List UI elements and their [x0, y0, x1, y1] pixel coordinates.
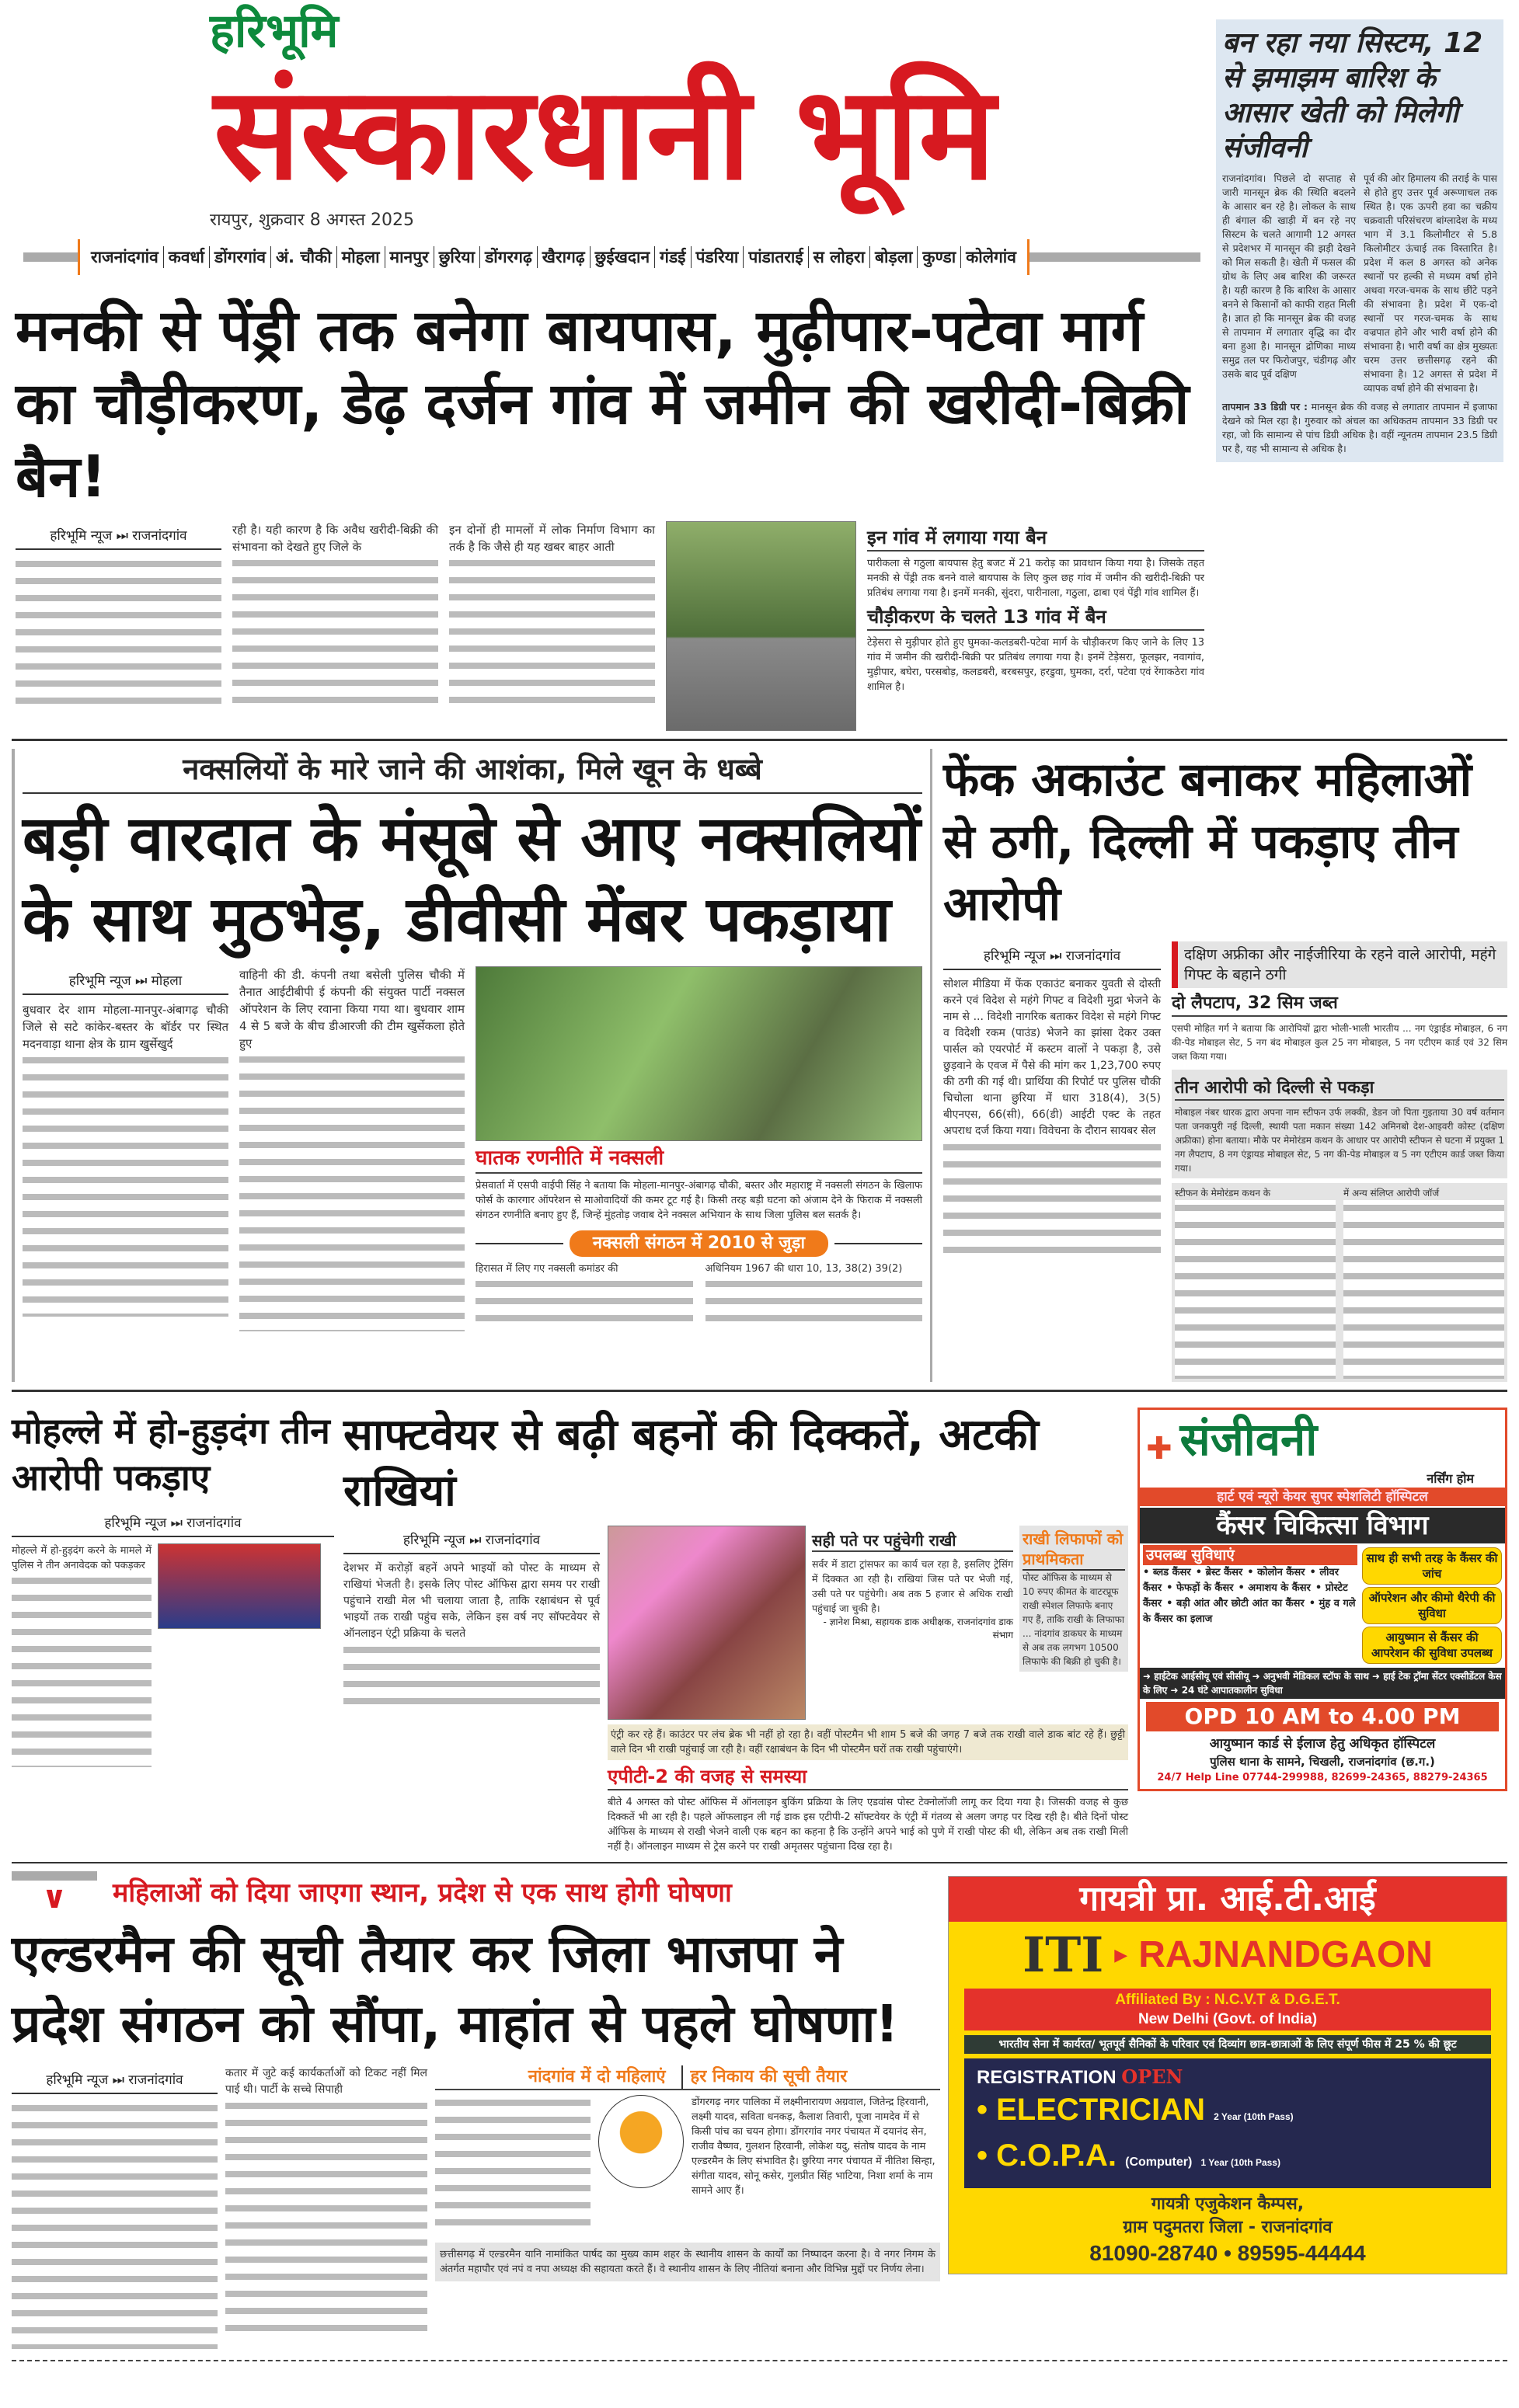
ad-dept: कैंसर चिकित्सा विभाग: [1140, 1508, 1505, 1543]
feature-item: हाईटेक आईसीयू एवं सीसीयू: [1154, 1670, 1249, 1682]
mohalla-story: [12, 1408, 334, 1767]
helpline-label: 24/7 Help Line: [1157, 1771, 1239, 1783]
box-text: एंट्री कर रहे हैं। काउंटर पर लंच ब्रेक भी नहीं हो रहा है। वहीं पोस्टमैन भी शाम 5 बजे की जगह 7 बजे तक राखी वाले डाक बांट रहे हैं। छुट्टी वाले दिन भी राखी पहुंचाई जा रही है। वहीं रक्षाबंधन के दिन भी पोस्टमैन घरों तक राखी पहुंचाएंगे।: [611, 1729, 1125, 1756]
edition-date: रायपुर, शुक्रवार 8 अगस्त 2025: [210, 211, 414, 230]
city-link[interactable]: मानपुर: [385, 246, 434, 268]
facility-item: कोलोन कैंसर: [1257, 1566, 1305, 1578]
text-lines: [225, 2098, 427, 2331]
byline: हरिभूमि न्यूज ⏭ राजनांदगांव: [12, 2065, 218, 2094]
campus-address: ग्राम पदुमतरा जिला - राजनांदगांव: [1123, 2218, 1333, 2238]
fake-col1-text: सोशल मीडिया में फेंक एकाउंट बनाकर युवती से दोस्ती करने एवं विदेश से महंगे गिफ्ट व विदेशी मुद्रा भेजने के नाम से ... विदेशी नागरिक बताकर विदेश से महंगे गिफ्ट व विदेशी रकम (पाउंड) भेजने का झांसा देकर उक्त पार्सल को एयरपोर्ट में कस्टम वालों ने पकड़ा है, उसे छुड़वाने के एवज में पैसे की मांग कर 1,23,700 रुपए की ठगी की गई थी। प्रार्थिया की रिपोर्ट पर पुलिस चौकी चिचोला थाना छुरिया में धारा 318(4), 3(5) बीएनएस, 66(सी), 66(डी) आईटी एक्ट के तहत अपराध दर्ज किया गया। विवेचना के दौरान सायबर सेल: [943, 978, 1161, 1137]
naxal-headline: बड़ी वारदात के मंसूबे से आए नक्सलियों के साथ मुठभेड़, डीवीसी मेंबर पकड़ाया: [23, 802, 921, 955]
course-electrician: ELECTRICIAN: [996, 2093, 1206, 2128]
rakhi-col1: [343, 1526, 600, 1712]
alderman-col1: [12, 2065, 218, 2349]
text-lines: [23, 1053, 228, 1317]
text-lines: [232, 555, 438, 703]
row-b: [0, 749, 1519, 1382]
city-link[interactable]: मोहला: [336, 246, 385, 268]
subhead: तीन आरोपी को दिल्ली से पकड़ा: [1175, 1077, 1504, 1101]
city-link[interactable]: गंडई: [654, 246, 690, 268]
course-duration: 1 Year (10th Pass): [1200, 2157, 1280, 2169]
iti-logo: ITI: [1023, 1926, 1104, 1984]
divider: [834, 1243, 922, 1244]
accused-photo: [158, 1543, 321, 1629]
subhead: राखी लिफाफों को प्राथमिकता: [1023, 1529, 1125, 1571]
facility-item: मुंह व गले के कैंसर का इलाज: [1143, 1597, 1356, 1625]
weather-headline: बन रहा नया सिस्टम, 12 से झमाझम बारिश के आसार खेती को मिलेगी संजीवनी: [1222, 27, 1483, 164]
byline: हरिभूमि न्यूज ⏭ मोहला: [23, 966, 228, 995]
naxal-col1: [23, 966, 228, 1317]
city-link[interactable]: पांडातराई: [743, 246, 807, 268]
naxal-col1-text: बुधवार देर शाम मोहला-मानपुर-अंबागढ़ चौकी जिले से सटे कांकेर-बस्तर के बॉर्डर पर स्थित मदनवाड़ा थाना क्षेत्र के ग्राम खुर्सेखुर्द: [23, 1003, 228, 1051]
text-lines: [943, 1140, 1161, 1256]
lead-col3: [449, 521, 655, 703]
hospital-cross-icon: ✚: [1146, 1430, 1172, 1467]
fee-offer: भारतीय सेना में कार्यरत/ भूतपूर्व सैनिकों के परिवार एवं दिव्यांग छात्र-छात्राओं के लिए संपूर्ण फीस में 25 % की छूट: [964, 2035, 1491, 2054]
text-lines: [476, 1276, 693, 1323]
fake-sidebar: [1172, 941, 1507, 1382]
subhead: हर निकाय की सूची तैयार: [681, 2065, 848, 2089]
sidebar-text: पारीकला से गठुला बायपास हेतु बजट में 21 करोड़ का प्रावधान किया गया है। जिसके तहत मनकी से पेंड्री तक बनने वाले बायपास के लिए कुल छह गांव में जमीन की खरीदी-बिक्री पर प्रतिबंध लगाया गया है। इनमें मनकी, सुंदरा, पारीनाला, गठुला, ढाबा एवं पेंड्री गांव शामिल हैं।: [867, 558, 1204, 600]
city-link[interactable]: कवर्धा: [163, 246, 209, 268]
byline: हरिभूमि न्यूज ⏭ राजनांदगांव: [943, 941, 1161, 970]
rakhi-quote: [812, 1526, 1013, 1642]
city-link[interactable]: बोड़ला: [869, 246, 917, 268]
apt-text: बीते 4 अगस्त को पोस्ट ऑफिस में ऑनलाइन बुकिंग प्रक्रिया के लिए एडवांस पोस्ट टेक्नोलॉजी लागू कर दिया गया है। जिसकी वजह से कुछ दिक्कतें भी आ रही है। पहले ऑफलाइन ली गई डाक इस एटीपी-2 सॉफ्टवेयर के एंट्री में गंतव्य से अलग जगह पर दिख रही है। बीते दिनों पोस्ट ऑफिस के माध्यम से राखी भेजने वाली एक बहन का कहना है कि उन्होंने अपने भाई को पुणे में राखी पोस्ट की थी, लेकिन अब तक राखी मिली नहीं है। ऑनलाइन माध्यम से ट्रेस करने पर राखी अमृतसर पहुंचाना दिख रहा है।: [608, 1797, 1128, 1853]
pill-col2-text: अधिनियम 1967 की धारा 10, 13, 38(2) 39(2): [705, 1262, 903, 1275]
lead-col1: [16, 521, 221, 712]
opd-hours: OPD 10 AM to 4.00 PM: [1146, 1702, 1499, 1731]
subhead: एपीटी-2 की वजह से समस्या: [608, 1765, 1128, 1790]
text-lines: [705, 1276, 923, 1323]
course-note: (Computer): [1125, 2156, 1193, 2170]
naxal-kicker: नक्सलियों के मारे जाने की आशंका, मिले खून के धब्बे: [23, 749, 922, 794]
alderman-note: [435, 2243, 940, 2281]
lead-headline: मनकी से पेंड्री तक बनेगा बायपास, मुढ़ीपार-पटेवा मार्ग का चौड़ीकरण, डेढ़ दर्जन गांव में जमीन की खरीदी-बिक्री बैन!: [16, 298, 1190, 510]
city-link[interactable]: कुण्डा: [917, 246, 960, 268]
affiliation-2: New Delhi (Govt. of India): [1138, 2011, 1318, 2028]
quote-text: सर्वर में डाटा ट्रांसफर का कार्य चल रहा है, इसलिए ट्रेसिंग में दिक्कत आ रही है। राखियां जिस पते पर भेजी गई, उसी पते पर पहुंचेगी। अब तक 5 हजार से अधिक राखी पहुंचाई जा चुकी है।: [812, 1558, 1013, 1615]
iti-city: RAJNANDGAON: [1138, 1934, 1433, 1976]
fake-colb1: स्टीफन के मेमोरंडम कथन के: [1175, 1188, 1270, 1199]
temperature-text: मानसून ब्रेक की वजह से लगातार तापमान में इजाफा देखने को मिल रहा है। गुरुवार को अंचल का अधिकतम तापमान 33 डिग्री पर रहा, जो कि सामान्य से पांच डिग्री अधिक है। वहीं न्यूनतम तापमान 23.5 डिग्री पर है, यह भी सामान्य से अधिक है।: [1222, 401, 1497, 454]
helpline-numbers: 07744-299988, 82699-24365, 88279-24365: [1242, 1771, 1488, 1783]
subhead: नांदगांव में दो महिलाएं: [528, 2067, 666, 2087]
road-photo: [666, 521, 856, 731]
feature-item: हाई टेक ट्रॉमा सेंटर एक्सीडेंटल केस के लिए: [1143, 1670, 1502, 1696]
alderman-subheads: [435, 2065, 940, 2090]
ad-highlight-box: साथ ही सभी तरह के कैंसर की जांच: [1362, 1547, 1502, 1585]
alderman-col2: [225, 2065, 427, 2331]
pill-col1-text: हिरासत में लिए गए नक्सली कमांडर की: [476, 1262, 618, 1275]
ban-sidebar: [867, 521, 1204, 694]
text-lines: [1343, 1200, 1504, 1379]
top-left: [0, 0, 1204, 731]
temperature-label: तापमान 33 डिग्री पर :: [1222, 401, 1308, 412]
naxal-pill: नक्सली संगठन में 2010 से जुड़ा: [570, 1230, 828, 1257]
facility-item: बड़ी आंत और छोटी आंत का कैंसर: [1176, 1597, 1305, 1609]
lead-col2-text: रही है। यही कारण है कि अवैध खरीदी-बिक्री की संभावना को देखते हुए जिले के: [232, 523, 438, 554]
byline: हरिभूमि न्यूज ⏭ राजनांदगांव: [16, 521, 221, 550]
note-text: छत्तीसगढ़ में एल्डरमैन यानि नामांकित पार्षद का मुख्य काम शहर के स्थानीय शासन के कार्यों का निष्पादन करना है। वे नगर निगम के अंतर्गत महापौर एवं नपं व नपा अध्यक्ष की सहायता करते हैं। वे स्थानीय शासन के लिए नीतियां बनाना और विभिन्न मुद्दों पर निर्णय लेना।: [440, 2249, 935, 2276]
subhead: चौड़ीकरण के चलते 13 गांव में बैन: [867, 605, 1204, 631]
alderman-col2-text: कतार में जुटे कई कार्यकर्ताओं को टिकट नहीं मिल पाई थी। पार्टी के सच्चे सिपाही: [225, 2067, 427, 2097]
fake-col1: [943, 941, 1161, 1256]
divider: [12, 2360, 1507, 2361]
sidebar-text: मोबाइल नंबर धारक द्वारा अपना नाम स्टीफन उर्फ लक्की, डेडन जो पिता गुइताया 30 वर्ष वर्तमान पता जनकपुरी नई दिल्ली, स्थायी पता मकान संख्या 142 अमिनबो देश-आइवरी कोस्ट (दक्षिण अफ्रीका) होना बताया। मौके पर मेमोरंडम कथन के आधार पर आरोपी स्टीफन से घटना में प्रयुक्त 1 नग लैपटाप, 8 नग एंड्रायड मोबाइल सेट, 5 नग की-पेड मोबाइल व 5 नग एटीएम कार्ड जब्त किया गया।: [1175, 1107, 1504, 1174]
rakhi-story: [343, 1408, 1128, 1854]
facility-item: ब्रेस्ट कैंसर: [1205, 1566, 1243, 1578]
naxal-story: [12, 749, 932, 1382]
masthead: [0, 0, 1204, 284]
iti-ad[interactable]: गायत्री प्रा. आई.टी.आई ITI ▶ RAJNANDGAON Affiliated By : N.C.V.T & D.G.E.T. New Delhi (Govt. of India) भारतीय सेना में कार्यरत/ भूतपूर्व सैनिकों के परिवार एवं दिव्यांग छात्र-छात्राओं के लिए संपूर्ण फीस में 25 % की छूट REGISTRATION OPEN • ELECTRICIAN 2 Year (10th Pass) • C.O.P.A. (Computer) 1 Year (10th Pass) गायत्री एजुकेशन कैम्पस, ग्राम पदुमतरा जिला - राजनांदगांव 81090-28740 • 89595-44444: [948, 1876, 1507, 2274]
text-lines: [1175, 1200, 1336, 1379]
text-lines: [435, 2095, 591, 2235]
rakhi-side: [1019, 1526, 1128, 1672]
text-lines: [449, 555, 655, 703]
city-link[interactable]: पंडरिया: [691, 246, 744, 268]
quote-attribution: - ज्ञानेश मिश्रा, सहायक डाक अधीक्षक, राजनांदगांव डाक संभाग: [823, 1616, 1013, 1641]
feature-item: 24 घंटे आपातकालीन सुविधा: [1181, 1684, 1283, 1696]
city-link[interactable]: कोलेगांव: [960, 246, 1021, 268]
lotus-logo: [598, 2095, 684, 2188]
city-nav: [78, 239, 1030, 275]
ad-highlight-box: आयुष्मान से कैंसर की आपरेशन की सुविधा उपलब्ध: [1362, 1627, 1502, 1664]
facility-item: ब्लड कैंसर: [1152, 1566, 1191, 1578]
text-lines: [343, 1642, 600, 1712]
fake-story: [943, 749, 1507, 1382]
byline: हरिभूमि न्यूज ⏭ राजनांदगांव: [343, 1526, 600, 1554]
affiliation: Affiliated By : N.C.V.T & D.G.E.T.: [1115, 1992, 1340, 2009]
weather-story: [1216, 19, 1503, 462]
city-link[interactable]: डोंगरगढ़: [479, 246, 537, 268]
lead-col2: [232, 521, 438, 703]
text-lines: [12, 2100, 218, 2349]
text-lines: [239, 1052, 465, 1331]
feature-item: अनुभवी मेडिकल स्टॉफ के साथ: [1263, 1670, 1369, 1682]
city-link[interactable]: अं. चौकी: [270, 246, 336, 268]
city-link[interactable]: राजनांदगांव: [91, 248, 159, 266]
masthead-title: संस्कारधानी भूमि: [214, 59, 996, 208]
byline: हरिभूमि न्यूज ⏭ राजनांदगांव: [12, 1508, 334, 1537]
ad-address: पुलिस थाना के सामने, चिखली, राजनांदगांव (छ.ग.): [1210, 1754, 1435, 1769]
subhead: सही पते पर पहुंचेगी राखी: [812, 1530, 1013, 1552]
ad-tag: हार्ट एवं न्यूरो केयर सुपर स्पेशलिटी हॉस्पिटल: [1140, 1488, 1505, 1506]
lead-story: [0, 284, 1204, 731]
subhead: इन गांव में लगाया गया बैन: [867, 526, 1204, 552]
side-text: पोस्ट ऑफिस के माध्यम से 10 रुपए कीमत के वाटरप्रूफ राखी स्पेशल लिफाफे बनाए गए हैं, ताकि राखी के लिफाफा ... नांदगांव डाकघर के माध्यम से अब तक लगभग 10500 लिफाफे की बिक्री हो चुकी है।: [1023, 1572, 1125, 1668]
fake-callout: दक्षिण अफ्रीका और नाईजीरिया के रहने वाले आरोपी, महंगे गिफ्ट के बहाने ठगी: [1172, 941, 1507, 988]
city-link[interactable]: छुईखदान: [590, 246, 654, 268]
play-arrow-icon: ▶: [1114, 1945, 1128, 1965]
temperature-note: [1222, 400, 1497, 456]
facility-item: अमाशय के कैंसर: [1248, 1582, 1311, 1594]
city-link[interactable]: खैरागढ़: [537, 246, 590, 268]
rakhi-headline: साफ्टवेयर से बढ़ी बहनों की दिक्कतें, अटकी राखियां: [343, 1410, 1039, 1517]
weather-col1: राजनांदगांव। पिछले दो सप्ताह से जारी मानसून ब्रेक की स्थिति बदलने के आसार बन रहे है। लोकल के साथ ही बंगाल की खाड़ी में बन रहे नए सिस्टम के चलते आगामी 12 अगस्त से प्रदेशभर में मानसून की झड़ी देखने को मिल सकती है। खेती में फसल की ग्रोथ के लिए अब बारिश की जरूरत है। यही कारण है कि बारिश के आसार बनने से किसानों को काफी राहत मिली है। ज्ञात हो कि मानसून ब्रेक की वजह से तापमान में लगातार वृद्धि का दौर बना हुआ है। मानसून द्रोणिका माध्य समुद्र तल पर फिरोजपुर, चंडीगढ़ और उसके बाद पूर्व दक्षिण: [1222, 172, 1356, 380]
fake-headline: फेंक अकाउंट बनाकर महिलाओं से ठगी, दिल्ली में पकड़ाए तीन आरोपी: [943, 753, 1472, 931]
campus-name: गायत्री एजुकेशन कैम्पस,: [1151, 2194, 1305, 2215]
alderman-kicker: महिलाओं को दिया जाएगा स्थान, प्रदेश से एक साथ होगी घोषणा: [113, 1877, 732, 1909]
city-link[interactable]: स लोहरा: [808, 246, 869, 268]
alderman-list: [598, 2095, 940, 2235]
phone-numbers: 81090-28740 • 89595-44444: [1089, 2241, 1366, 2266]
naxal-sidebar: [476, 966, 922, 1323]
divider: [12, 1862, 1507, 1863]
top-row: [0, 0, 1519, 731]
mohalla-headline: मोहल्ले में हो-हुड़दंग तीन आरोपी पकड़ाए: [12, 1410, 330, 1499]
brand-logo: हरिभूमि: [210, 4, 339, 58]
course-duration: 2 Year (10th Pass): [1214, 2111, 1294, 2123]
course-copa: C.O.P.A.: [996, 2138, 1117, 2173]
rakhi-text: देशभर में करोड़ों बहनें अपने भाइयों को पोस्ट के माध्यम से राखियां भेजती है। इसके लिए पोस्ट ऑफिस द्वारा समय पर राखी पहुंचाने राखी मेल भी चलाया जाता है, ताकि रक्षाबंधन से पूर्व भाइयों तक राखी पहुंच सके, लेकिन इस वर्ष नए सॉफ्टवेयर से ऑनलाइन एंट्री प्रक्रिया के चलते: [343, 1562, 600, 1641]
apt-section: [608, 1765, 1128, 1854]
city-link[interactable]: डोंगरगांव: [209, 246, 270, 268]
iti-title: गायत्री प्रा. आई.टी.आई: [949, 1877, 1507, 1922]
weather-col2: पूर्व की ओर हिमालय की तराई के पास से होते हुए उत्तर पूर्व अरूणाचल तक स्थित है। एक ऊपरी हवा का चक्रीय चक्रवाती परिसंचरण बांग्लादेश के मध्य भाग में 3.1 किलोमीटर से 5.8 किलोमीटर ऊंचाई तक विस्तारित है। प्रदेश में कल 8 अगस्त को अनेक स्थानों पर हल्की से मध्यम वर्षा होने अथवा गरज-चमक के साथ छींटे पड़ने की संभावना है। प्रदेश में एक-दो स्थानों पर गरज-चमक के साथ वज्रपात होने और भारी वर्षा होने की संभावना है। भारी वर्षा का क्षेत्र मुख्यतः चरम उत्तर छत्तीसगढ़ रहने की संभावना है। 12 अगस्त से प्रदेश में व्यापक वर्षा होने की संभावना है।: [1364, 172, 1497, 394]
alderman-headline: एल्डरमैन की सूची तैयार कर जिला भाजपा ने प्रदेश संगठन को सौंपा, माहांत से पहले घोषणा!: [12, 1924, 899, 2055]
ad-highlight-box: ऑपरेशन और कीमो थैरेपी की सुविधा: [1362, 1587, 1502, 1624]
sidebar-text: एसपी मोहित गर्ग ने बताया कि आरोपियों द्वारा भोली-भाली भारतीय ... नग एंड्राईड मोबाइल, 6 नग की-पेड मोबाइल सेट, 5 नग बंद मोबाइल कुल 25 नग मोबाइल, 5 नग एटीएम कार्ड एवं 32 सिम जब्त किया गया।: [1172, 1022, 1507, 1062]
ad-sub: नर्सिंग होम: [1427, 1470, 1474, 1486]
alderman-right: [435, 2065, 940, 2281]
divider: [12, 1390, 1507, 1392]
mohalla-text: मोहल्ले में हो-हुड़दंग करने के मामले में पुलिस ने तीन अनावेदक को पकड़कर: [12, 1545, 152, 1572]
fake-colb2: में अन्य संलिप्त आरोपी जॉर्ज: [1343, 1188, 1440, 1199]
facility-item: प्रोस्टेट कैंसर: [1143, 1582, 1348, 1609]
post-office-photo: [608, 1526, 806, 1720]
alderman-col3: [435, 2095, 591, 2235]
city-link[interactable]: छुरिया: [434, 246, 479, 268]
sanjeevani-ad[interactable]: ✚ संजीवनी नर्सिंग होम हार्ट एवं न्यूरो केयर सुपर स्पेशलिटी हॉस्पिटल कैंसर चिकित्सा विभाग उपलब्ध सुविधाएं • ब्लड कैंसर • ब्रेस्ट कैंसर • कोलोन कैंसर • लीवर कैंसर • फेफड़ों के कैंसर • अमाशय के कैंसर • प्रोस्टेट कैंसर • बड़ी आंत और छोटी आंत का कैंसर • मुंह व गले के कैंसर का इलाज साथ ही सभी तरह के कैंसर की जांच ऑपरेशन और कीमो थैरेपी की सुविधा आयुष्मान से कैंसर की आपरेशन की सुविधा उपलब्ध ➜ हाईटेक आईसीयू एवं सीसीयू ➜ अनुभवी मेडिकल स्टॉफ के साथ ➜ हाई टेक ट्रॉमा सेंटर एक्सीडेंटल केस के लिए ➜ 24 घंटे आपातकालीन सुविधा OPD 10 AM to 4.00 PM आयुष्मान कार्ड से ईलाज हेतु अधिकृत हॉस्पिटल पुलिस थाना के सामने, चिखली, राजनांदगांव (छ.ग.) 24/7 Help Line 07744-299988, 82699-24365, 88279-24365: [1138, 1408, 1507, 1791]
lead-col3-text: इन दोनों ही मामलों में लोक निर्माण विभाग का तर्क है कि जैसे ही यह खबर बाहर आती: [449, 523, 655, 554]
text-lines: [16, 556, 221, 712]
divider: [12, 739, 1507, 741]
encounter-photo: [476, 966, 922, 1141]
ad-name: संजीवनी: [1179, 1413, 1318, 1467]
text-lines: [12, 1573, 152, 1767]
row-c: [0, 1408, 1519, 1854]
sidebar-text: प्रेसवार्ता में एसपी वाईपी सिंह ने बताया कि मोहला-मानपुर-अंबागढ़ चौकी, बस्तर और महाराष्ट्र में नक्सली संगठन के खिलाफ फोर्स के कारगार ऑपरेशन से माओवादियों की कमर टूट गई है। किसी तरह बड़ी घटना को अंजाम देने के फिराक में नक्सली संगठन रणनीति बनाए हुए हैं, जिन्हें मुंहतोड़ जवाब देने नक्सल अभियान के साथ जिला पुलिस बल सतर्क है।: [476, 1179, 922, 1221]
chevron-down-icon: ∨: [41, 1880, 68, 1916]
rakhi-box: [608, 1724, 1128, 1760]
facility-item: फेफड़ों के कैंसर: [1176, 1582, 1234, 1594]
subhead: दो लैपटाप, 32 सिम जब्त: [1172, 993, 1507, 1017]
rakhi-right: [608, 1526, 1128, 1854]
alderman-list-text: डोंगरगढ़ नगर पालिका में लक्ष्मीनारायण अग्रवाल, जितेन्द्र हिरवानी, लक्ष्मी यादव, सविता धनकड़, कैलाश तिवारी, पूजा नामदेव में से किसी पांच का चयन होगा। डोंगरगांव नगर पंचायत में दयानंद सेन, राजीव वैष्णव, गुलशन हिरवानी, लोकेश यदु, संतोष यादव के नाम एल्डरमैन के लिए संभावित है। छुरिया नगर पंचायत में नीतिश सिन्हा, संगीता यादव, सोनू कसेर, गुलप्रीत सिंह भाटिया, निशा शर्मा के नाम सामने आए हैं।: [692, 2097, 935, 2197]
naxal-col2-text: वाहिनी की डी. कंपनी तथा बसेली पुलिस चौकी में तैनात आईटीबीपी ई कंपनी की संयुक्त पार्टी नक्सल ऑपरेशन के लिए रवाना किया गया था। बुधवार शाम 4 से 5 बजे के बीच डीआरजी की टीम खुर्सेकला होते हुए: [239, 968, 465, 1050]
facility-item: लीवर कैंसर: [1143, 1566, 1340, 1594]
sidebar-text: टेड़ेसरा से मुड़ीपार होते हुए घुमका-कलडबरी-पटेवा मार्ग के चौड़ीकरण किए जाने के लिए 13 गांव में जमीन की खरीदी-बिक्री पर प्रतिबंध लगाया गया है। इनमें टेड़ेसरा, फूलझर, नवागांव, मुड़ीपार, बघेरा, परसबोड़, कलडबरी, बरबसपुर, हरडुवा, घुमका, दर्रा, पटेवा एवं रेंगाकठेरा गांव शामिल है।: [867, 637, 1204, 694]
alderman-story: [12, 1871, 940, 2349]
registration-label: REGISTRATION: [977, 2067, 1117, 2089]
open-label: OPEN: [1121, 2065, 1183, 2089]
row-d: [0, 1871, 1519, 2349]
divider: [476, 1243, 563, 1244]
subhead: घातक रणनीति में नक्सली: [476, 1146, 922, 1174]
naxal-col2: [239, 966, 465, 1331]
ayushman-text: आयुष्मान कार्ड से ईलाज हेतु अधिकृत हॉस्पिटल: [1209, 1735, 1436, 1752]
facilities-title: उपलब्ध सुविधाएं: [1143, 1545, 1357, 1565]
